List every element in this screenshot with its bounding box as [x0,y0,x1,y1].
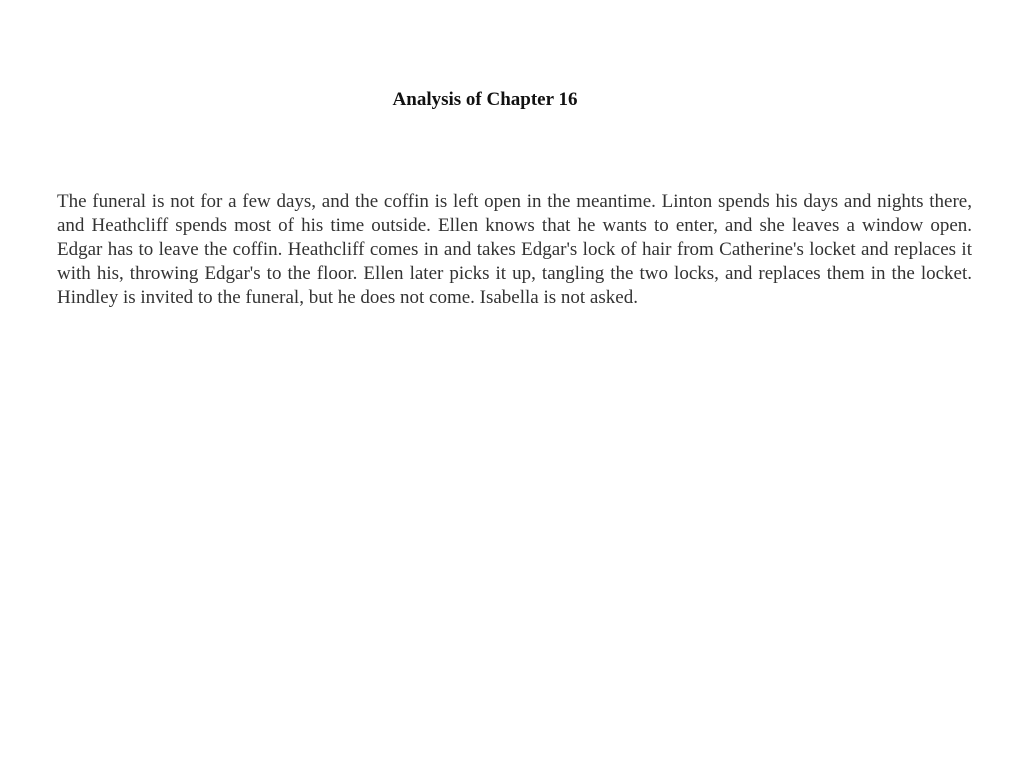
body-paragraph: The funeral is not for a few days, and the coffin is left open in the meantime. Linton spends his days and nights there, and Heathcliff spends most of his time outside. Ellen knows that he wants to enter, and she leaves a window open. Edgar has to leave the coffin. Heathcliff comes in and takes Edgar's lock of hair from Catherine's locket and replaces it with his, throwing Edgar's to the floor. Ellen later picks it up, tangling the two locks, and replaces them in the locket. Hindley is invited to the funeral, but he does not come. Isabella is not asked. [57,191,972,308]
page-title: Analysis of Chapter 16 [392,89,578,110]
